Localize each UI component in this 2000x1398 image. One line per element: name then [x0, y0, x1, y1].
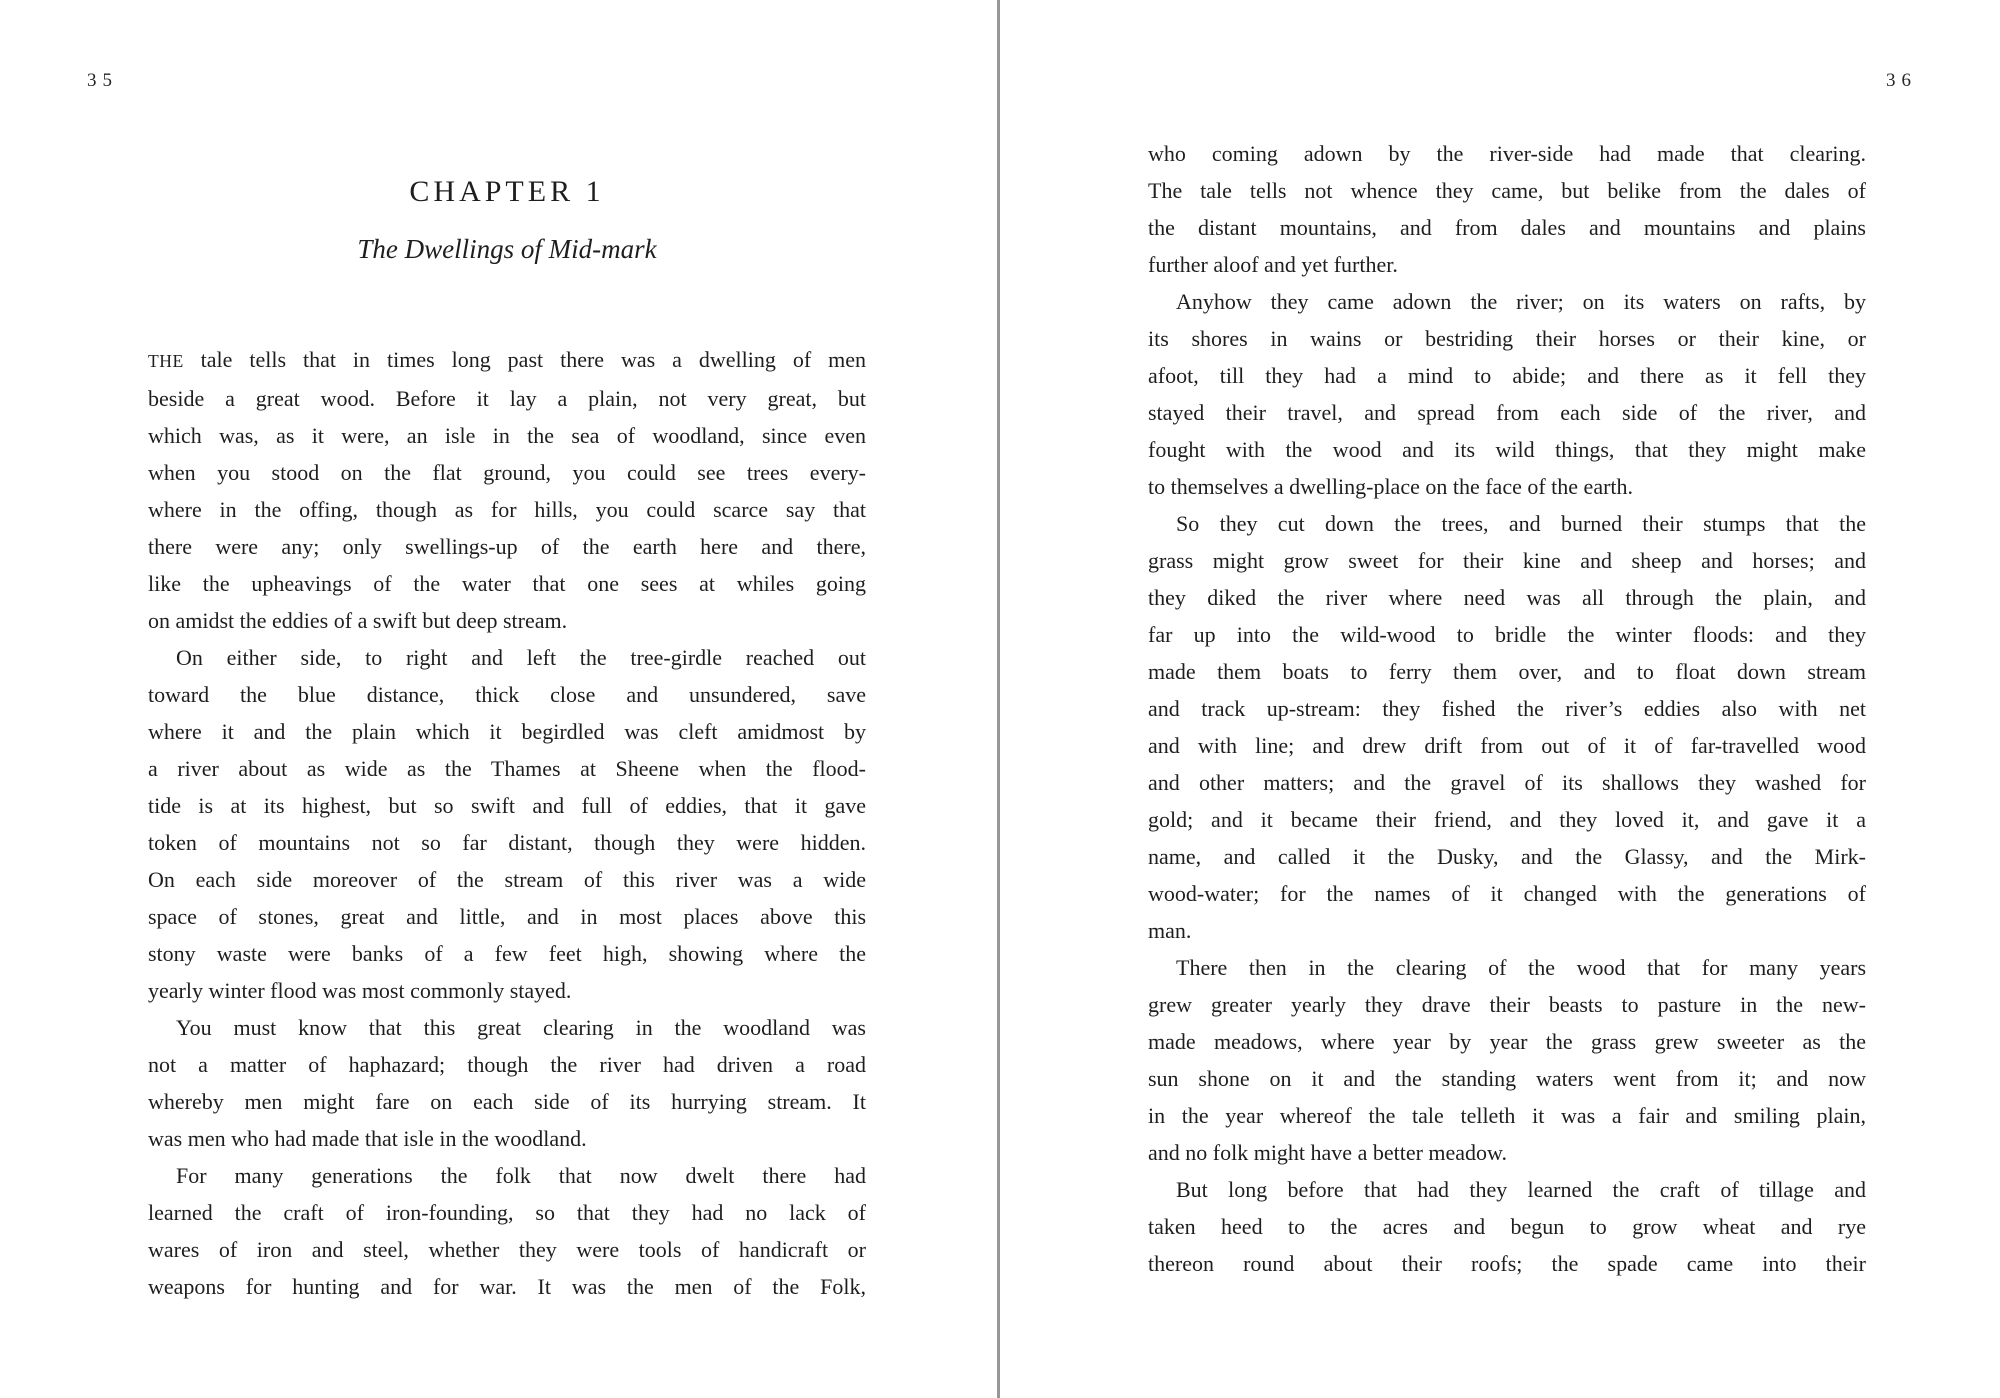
text-line: far up into the wild-wood to bridle the winter floods: and they — [1148, 622, 1866, 647]
chapter-heading: CHAPTER 1 — [409, 175, 605, 208]
text-line: fought with the wood and its wild things, that they might make — [1148, 437, 1866, 462]
text-line: and no folk might have a better meadow. — [1148, 1140, 1508, 1165]
text-line: beside a great wood. Before it lay a plain, not very great, but — [148, 386, 866, 411]
paragraph — [148, 1009, 866, 1157]
text-line: You must know that this great clearing in the woodland was — [176, 1015, 866, 1040]
paragraph — [1148, 135, 1866, 283]
page-right-body-text — [1148, 135, 1866, 1282]
paragraph — [148, 341, 866, 639]
text-line: not a matter of haphazard; though the river had driven a road — [148, 1052, 866, 1077]
paragraph — [1148, 283, 1866, 505]
page-number-left: 35 — [87, 70, 118, 91]
paragraph — [1148, 1171, 1866, 1282]
text-line: wood-water; for the names of it changed with the generations of — [1148, 881, 1866, 906]
text-line: taken heed to the acres and begun to grow wheat and rye — [1148, 1214, 1866, 1239]
text-line: gold; and it became their friend, and they loved it, and gave it a — [1148, 807, 1866, 832]
text-line: There then in the clearing of the wood that for many years — [1176, 955, 1866, 980]
text-line: token of mountains not so far distant, though they were hidden. — [148, 830, 866, 855]
text-line: whereby men might fare on each side of its hurrying stream. It — [148, 1089, 866, 1114]
text-line: stayed their travel, and spread from each side of the river, and — [1148, 400, 1866, 425]
text-line: space of stones, great and little, and in most places above this — [148, 904, 866, 929]
text-line: For many generations the folk that now dwelt there had — [176, 1163, 866, 1188]
small-caps-lead: THE — [148, 351, 184, 371]
paragraph — [1148, 505, 1866, 949]
text-line: on amidst the eddies of a swift but deep stream. — [148, 608, 568, 633]
paragraph — [148, 639, 866, 1009]
text-line: On either side, to right and left the tree-girdle reached out — [176, 645, 866, 670]
text-line: THE tale tells that in times long past there was a dwelling of men — [148, 347, 866, 372]
page-divider — [997, 0, 1000, 1398]
page-number-right: 36 — [1886, 70, 1917, 91]
paragraph — [1148, 949, 1866, 1171]
text-line: which was, as it were, an isle in the sea of woodland, since even — [148, 423, 866, 448]
text-line: stony waste were banks of a few feet high, showing where the — [148, 941, 866, 966]
text-line: So they cut down the trees, and burned their stumps that the — [1176, 511, 1866, 536]
text-line: toward the blue distance, thick close and unsundered, save — [148, 682, 866, 707]
text-line: thereon round about their roofs; the spade came into their — [1148, 1251, 1866, 1276]
text-line: they diked the river where need was all through the plain, and — [1148, 585, 1866, 610]
text-line: a river about as wide as the Thames at Sheene when the flood- — [148, 756, 866, 781]
text-line: where it and the plain which it begirdled was cleft amidmost by — [148, 719, 866, 744]
text-line: and with line; and drew drift from out of it of far-travelled wood — [1148, 733, 1866, 758]
text-line: But long before that had they learned the craft of tillage and — [1176, 1177, 1866, 1202]
text-line: sun shone on it and the standing waters went from it; and now — [1148, 1066, 1866, 1091]
text-line: The tale tells not whence they came, but belike from the dales of — [1148, 178, 1866, 203]
text-line: further aloof and yet further. — [1148, 252, 1398, 277]
text-line: wares of iron and steel, whether they were tools of handicraft or — [148, 1237, 866, 1262]
page-left-body-text — [148, 341, 866, 1305]
text-line: grew greater yearly they drave their beasts to pasture in the new- — [1148, 992, 1866, 1017]
text-line: when you stood on the flat ground, you could see trees every- — [148, 460, 866, 485]
text-line: made meadows, where year by year the grass grew sweeter as the — [1148, 1029, 1866, 1054]
text-line: and track up-stream: they fished the river’s eddies also with net — [1148, 696, 1866, 721]
text-line: and other matters; and the gravel of its shallows they washed for — [1148, 770, 1866, 795]
text-line: On each side moreover of the stream of this river was a wide — [148, 867, 866, 892]
paragraph — [148, 1157, 866, 1305]
text-line: who coming adown by the river-side had made that clearing. — [1148, 141, 1866, 166]
text-line: the distant mountains, and from dales and mountains and plains — [1148, 215, 1866, 240]
text-line: its shores in wains or bestriding their horses or their kine, or — [1148, 326, 1866, 351]
text-line: grass might grow sweet for their kine and sheep and horses; and — [1148, 548, 1866, 573]
text-line: Anyhow they came adown the river; on its waters on rafts, by — [1176, 289, 1866, 314]
text-line: to themselves a dwelling-place on the face of the earth. — [1148, 474, 1634, 499]
text-line: where in the offing, though as for hills, you could scarce say that — [148, 497, 866, 522]
text-line: was men who had made that isle in the woodland. — [148, 1126, 587, 1151]
text-line: tide is at its highest, but so swift and full of eddies, that it gave — [148, 793, 866, 818]
text-line: yearly winter flood was most commonly stayed. — [148, 978, 572, 1003]
text-line: man. — [1148, 918, 1192, 943]
chapter-subtitle: The Dwellings of Mid-mark — [357, 234, 657, 264]
text-line: like the upheavings of the water that one sees at whiles going — [148, 571, 866, 596]
text-line: in the year whereof the tale telleth it was a fair and smiling plain, — [1148, 1103, 1866, 1128]
text-line: name, and called it the Dusky, and the Glassy, and the Mirk- — [1148, 844, 1866, 869]
text-line: made them boats to ferry them over, and to float down stream — [1148, 659, 1866, 684]
text-line: weapons for hunting and for war. It was the men of the Folk, — [148, 1274, 866, 1299]
text-line: afoot, till they had a mind to abide; and there as it fell they — [1148, 363, 1866, 388]
text-line: learned the craft of iron-founding, so that they had no lack of — [148, 1200, 866, 1225]
text-line: there were any; only swellings-up of the earth here and there, — [148, 534, 866, 559]
